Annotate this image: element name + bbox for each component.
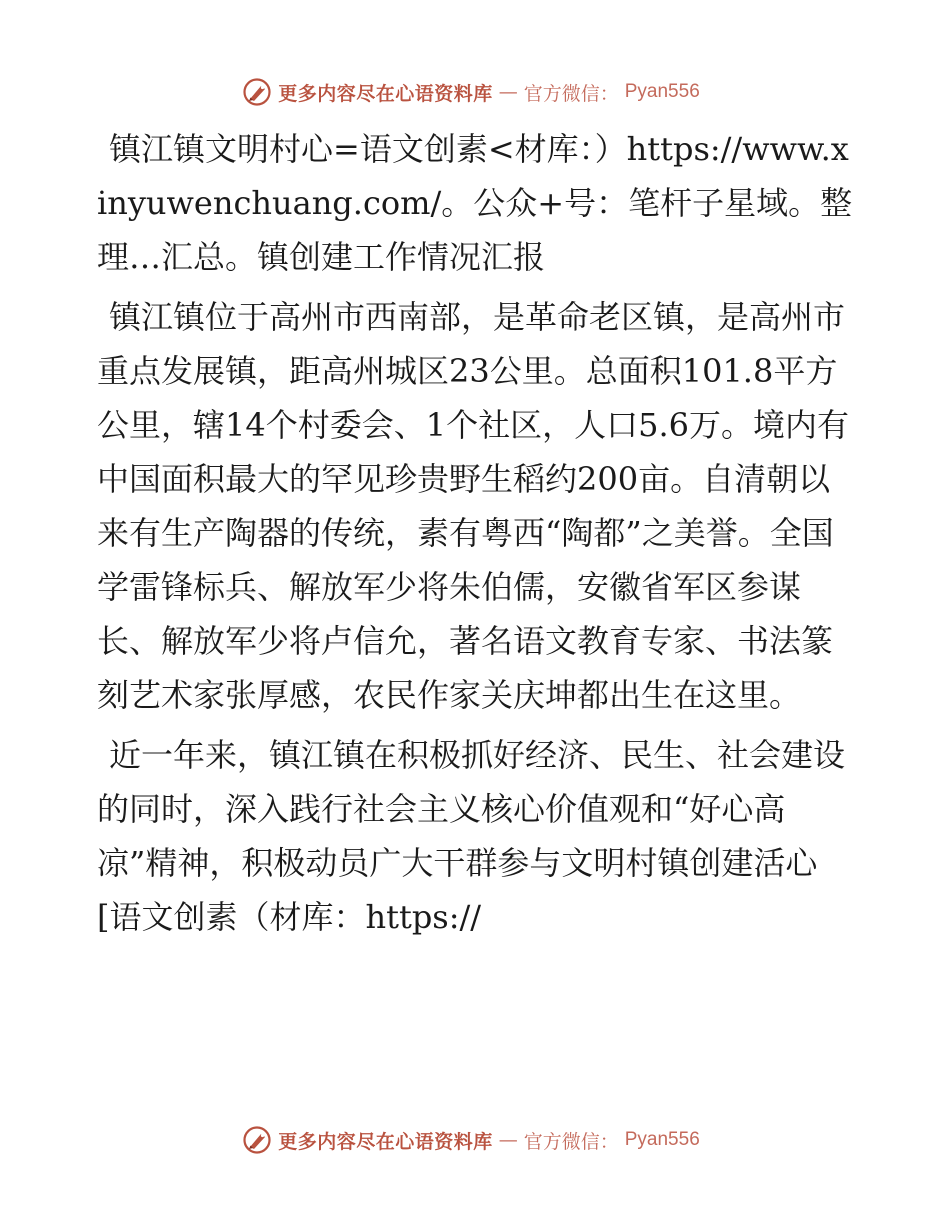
- footer-banner-contact: 官方微信：: [523, 1130, 619, 1153]
- header-banner-text: 更多内容尽在心语资料库: [278, 82, 493, 105]
- footer-banner-text: 更多内容尽在心语资料库: [278, 1130, 493, 1153]
- footer-banner-inner: [242, 1125, 700, 1155]
- paragraph-3: 近一年来，镇江镇在积极抓好经济、民生、社会建设的同时，深入践行社会主义核心价值观和“好心高凉”精神，积极动员广大干群参与文明村镇创建活心[语文创素（材库：https://: [97, 736, 846, 936]
- header-banner-dash: —: [498, 81, 518, 103]
- document-body: [97, 122, 857, 950]
- paragraph-1: 镇江镇文明村心=语文创素<材库：）https://www.xinyuwenchuang.com/。公众+号：笔杆子星域。整理…汇总。镇创建工作情况汇报: [97, 130, 853, 276]
- header-banner-contact: 官方微信：: [523, 82, 619, 105]
- footer-banner: [0, 1120, 950, 1160]
- pen-nib-logo-icon: [242, 77, 272, 107]
- header-banner-inner: [242, 77, 700, 107]
- pen-nib-logo-icon: [242, 1125, 272, 1155]
- footer-banner-id: Pyan556: [624, 1129, 700, 1150]
- paragraph-2: 镇江镇位于高州市西南部，是革命老区镇，是高州市重点发展镇，距高州城区23公里。总面积101.8平方公里，辖14个村委会、1个社区，人口5.6万。境内有中国面积最大的罕见珍贵野生稻约200亩。自清朝以来有生产陶器的传统，素有粤西“陶都”之美誉。全国学雷锋标兵、解放军少将朱伯儒，安徽省军区参谋长、解放军少将卢信允，著名语文教育专家、书法篆刻艺术家张厚感，农民作家关庆坤都出生在这里。: [97, 298, 849, 714]
- header-banner: [0, 72, 950, 112]
- footer-banner-dash: —: [498, 1129, 518, 1151]
- header-banner-id: Pyan556: [624, 81, 700, 102]
